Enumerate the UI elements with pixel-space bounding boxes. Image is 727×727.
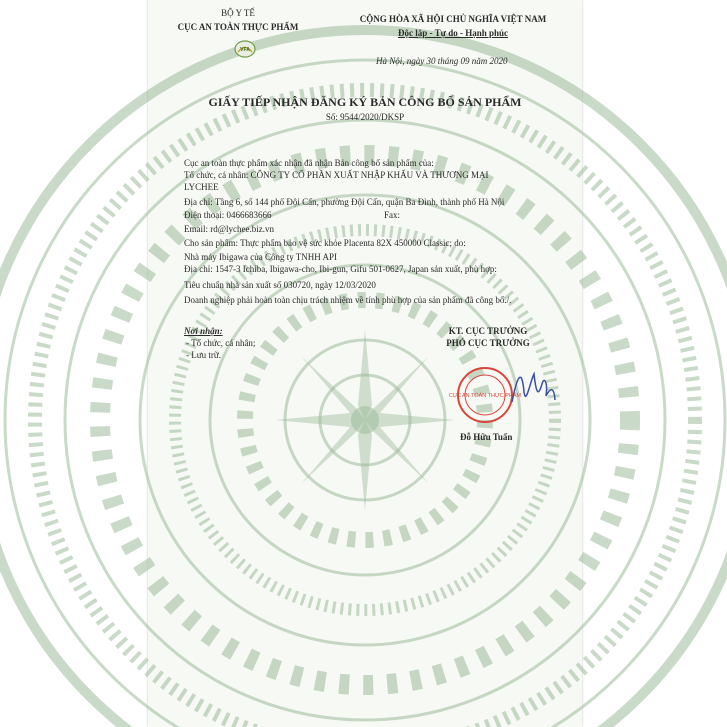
- body-product: Cho sản phẩm: Thực phẩm bảo vệ sức khỏe Placenta 82X 450000 Classic; do:: [184, 238, 466, 248]
- body-line-1: Cục an toàn thực phẩm xác nhận đã nhận Bản công bố sản phẩm của:: [184, 158, 434, 168]
- body-standard: Tiêu chuẩn nhà sản xuất số 030720, ngày 12/03/2020: [184, 280, 376, 290]
- signature-icon: [508, 362, 558, 410]
- document-number: Số: 9544/2020/DKSP: [325, 112, 405, 122]
- vfa-logo-icon: [234, 40, 256, 58]
- body-fax: Fax:: [384, 210, 401, 220]
- document-page: [148, 0, 582, 727]
- signer-title-1: KT. CỤC TRƯỞNG: [448, 326, 528, 336]
- national-motto: Độc lập - Tự do - Hạnh phúc: [397, 28, 508, 38]
- body-manufacturer-address: Địa chỉ: 1547-3 Ichiba, Ibigawa-cho, Ibi-gun, Gifu 501-0627, Japan sản xuất, phù hợp:: [184, 264, 497, 274]
- recipient-item: - Lưu trữ.: [186, 350, 221, 360]
- signer-name: Đỗ Hữu Tuấn: [460, 432, 513, 442]
- issue-date: Hà Nội, ngày 30 tháng 09 năm 2020: [376, 56, 508, 66]
- body-line-3: LYCHEE: [184, 182, 219, 192]
- recipients-heading: Nơi nhận:: [184, 326, 223, 336]
- recipient-item: - Tổ chức, cá nhân;: [186, 338, 256, 348]
- logo-text: VFA: [240, 47, 250, 53]
- body-manufacturer: Nhà máy Ibigawa của Công ty TNHH API: [184, 252, 338, 262]
- body-phone: Điện thoại: 0466683666: [184, 210, 272, 220]
- stamp-text: CỤC AN TOÀN THỰC PHẨM: [448, 393, 522, 399]
- nation-title: CỘNG HÒA XÃ HỘI CHỦ NGHĨA VIỆT NAM: [359, 14, 547, 24]
- ministry-name: BỘ Y TẾ: [221, 8, 255, 18]
- body-email: Email: rd@lychee.biz.vn: [184, 224, 275, 234]
- department-name: CỤC AN TOÀN THỰC PHẨM: [177, 22, 299, 32]
- signer-title-2: PHÓ CỤC TRƯỞNG: [446, 338, 530, 348]
- body-address: Địa chỉ: Tầng 6, số 144 phố Đội Cấn, phường Đội Cấn, quận Ba Đình, thành phố Hà Nội: [184, 197, 505, 207]
- body-responsibility: Doanh nghiệp phải hoàn toàn chịu trách nhiệm về tính phù hợp của sản phẩm đã công bố./.: [184, 295, 512, 305]
- document-title: GIẤY TIẾP NHẬN ĐĂNG KÝ BẢN CÔNG BỐ SẢN PHẨM: [208, 95, 522, 109]
- body-line-2: Tổ chức, cá nhân: CÔNG TY CỔ PHẦN XUẤT NHẬP KHẨU VÀ THƯƠNG MẠI: [184, 170, 489, 180]
- official-stamp-icon: [448, 366, 522, 424]
